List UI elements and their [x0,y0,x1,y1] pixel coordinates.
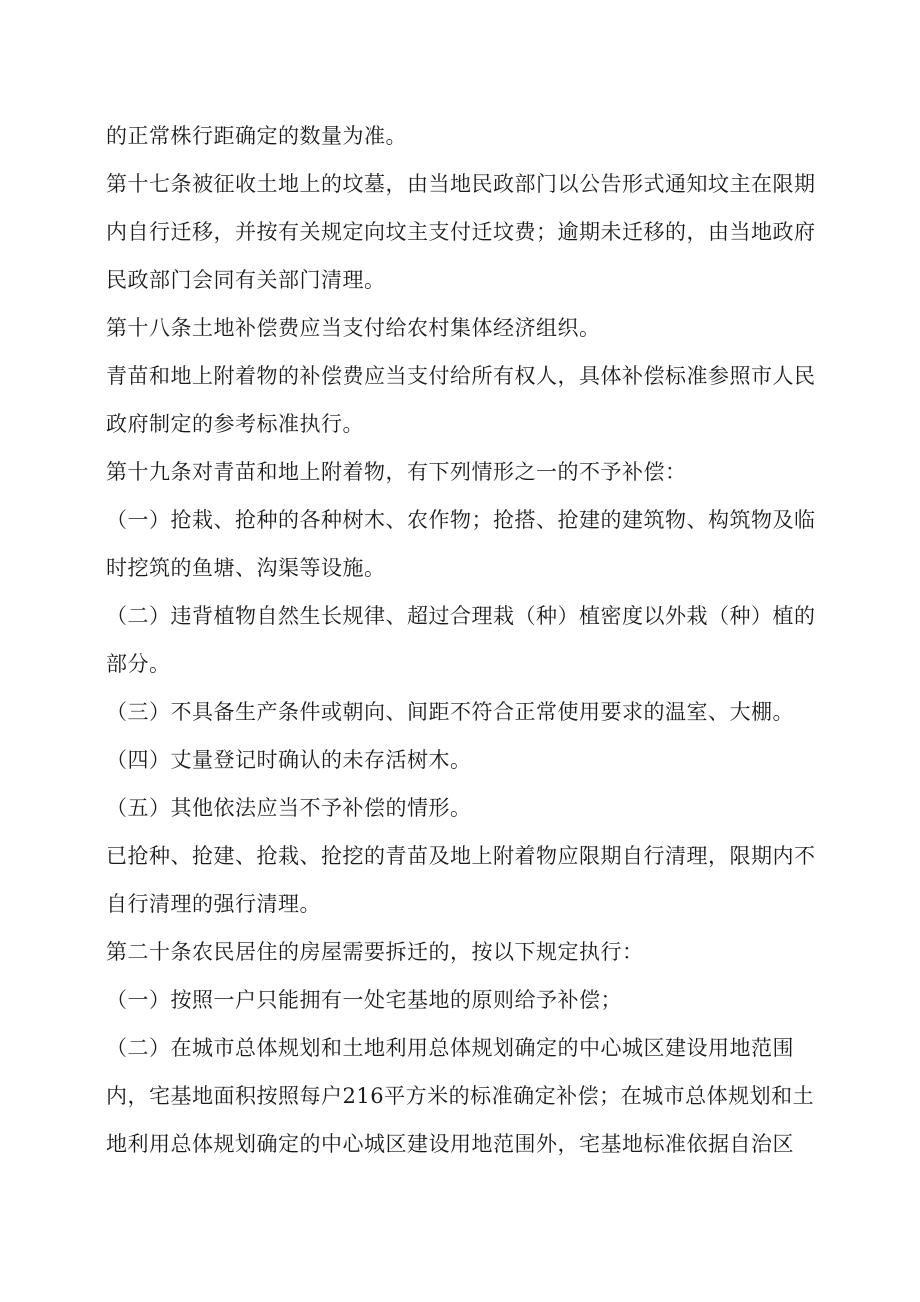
paragraph-item-2: （二）违背植物自然生长规律、超过合理栽（种）植密度以外栽（种）植的部分。 [106,604,816,676]
paragraph-item-4: （四）丈量登记时确认的未存活树木。 [106,748,472,772]
paragraph-clearance: 已抢种、抢建、抢栽、抢挖的青苗及地上附着物应限期自行清理，限期内不自行清理的强行清理。 [106,844,816,916]
paragraph-item-1: （一）抢栽、抢种的各种树木、农作物；抢搭、抢建的建筑物、构筑物及临时挖筑的鱼塘、沟渠等设施。 [106,508,816,580]
paragraph-item-5: （五）其他依法应当不予补偿的情形。 [106,796,472,820]
paragraph-article-20: 第二十条农民居住的房屋需要拆迁的，按以下规定执行： [106,940,644,964]
paragraph-1: 的正常株行距确定的数量为准。 [106,124,407,148]
paragraph-article-20-item-1: （一）按照一户只能拥有一处宅基地的原则给予补偿； [106,988,622,1012]
paragraph-compensation: 青苗和地上附着物的补偿费应当支付给所有权人，具体补偿标准参照市人民政府制定的参考标准执行。 [106,364,816,436]
paragraph-article-20-item-2: （二）在城市总体规划和土地利用总体规划确定的中心城区建设用地范围内，宅基地面积按照每户216平方米的标准确定补偿；在城市总体规划和土地利用总体规划确定的中心城区建设用地范围外，宅基地标准依据自治区 [106,1036,815,1156]
document-body [106,112,816,1168]
paragraph-article-19: 第十九条对青苗和地上附着物，有下列情形之一的不予补偿： [106,460,687,484]
paragraph-item-3: （三）不具备生产条件或朝向、间距不符合正常使用要求的温室、大棚。 [106,700,794,724]
paragraph-article-17: 第十七条被征收土地上的坟墓，由当地民政部门以公告形式通知坟主在限期内自行迁移，并按有关规定向坟主支付迁坟费；逾期未迁移的，由当地政府民政部门会同有关部门清理。 [106,172,816,292]
paragraph-article-18: 第十八条土地补偿费应当支付给农村集体经济组织。 [106,316,601,340]
